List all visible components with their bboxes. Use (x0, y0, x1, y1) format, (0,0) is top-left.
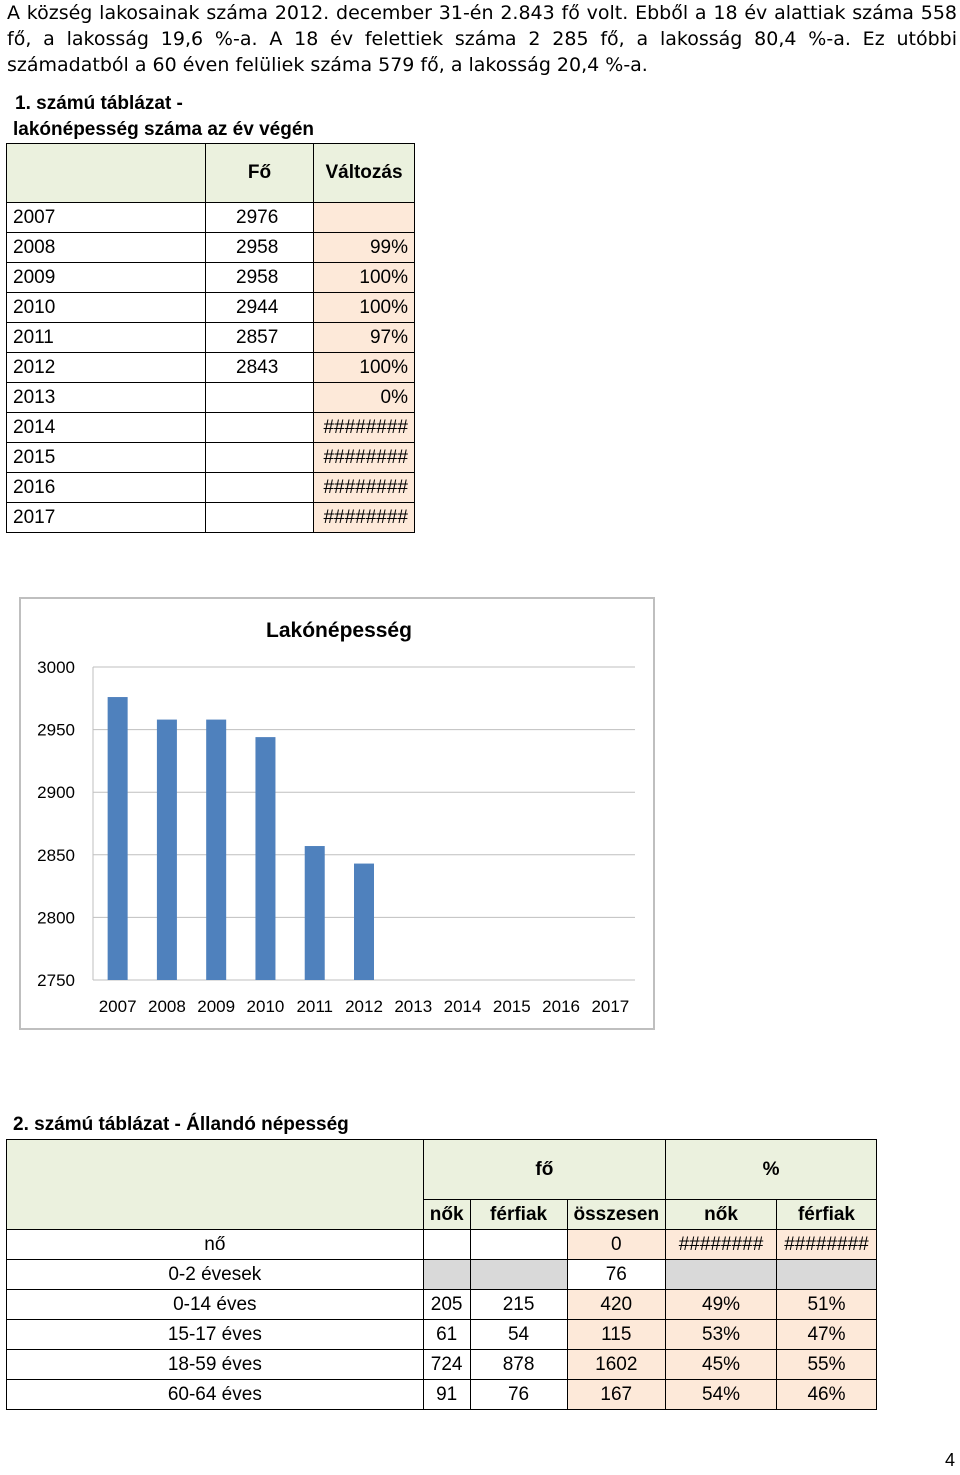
table2-header-fo: fő (423, 1140, 665, 1200)
osszesen-cell: 420 (567, 1290, 666, 1320)
nok-pct-cell: 53% (666, 1320, 777, 1350)
ferfiak-pct-cell: 47% (776, 1320, 876, 1350)
osszesen-cell: 76 (567, 1260, 666, 1290)
year-cell: 2014 (7, 413, 206, 443)
count-cell: 2958 (206, 263, 314, 293)
x-tick-label: 2012 (345, 997, 383, 1016)
osszesen-cell: 167 (567, 1380, 666, 1410)
nok-cell (423, 1260, 470, 1290)
table2-subheader-ferfiak-pct: férfiak (776, 1200, 876, 1230)
table-row (7, 293, 415, 323)
table1-caption (13, 91, 314, 143)
count-cell: 2944 (206, 293, 314, 323)
change-cell: 0% (314, 383, 415, 413)
table2-caption: 2. számú táblázat - Állandó népesség (13, 1114, 349, 1135)
change-cell: 99% (314, 233, 415, 263)
ferfiak-pct-cell: 51% (776, 1290, 876, 1320)
table2-header-percent: % (666, 1140, 877, 1200)
change-cell (314, 203, 415, 233)
table-row (7, 1380, 877, 1410)
nok-cell: 91 (423, 1380, 470, 1410)
count-cell (206, 503, 314, 533)
y-tick-label: 2950 (37, 720, 75, 740)
count-cell (206, 413, 314, 443)
count-cell: 2976 (206, 203, 314, 233)
count-cell (206, 443, 314, 473)
age-group-cell: 0-2 évesek (7, 1260, 424, 1290)
osszesen-cell: 0 (567, 1230, 666, 1260)
nok-cell: 61 (423, 1320, 470, 1350)
chart-y-ticks (37, 658, 75, 990)
age-group-cell: nő (7, 1230, 424, 1260)
table-row (7, 1260, 877, 1290)
count-cell (206, 383, 314, 413)
nok-pct-cell: 45% (666, 1350, 777, 1380)
table1-header-valtozas: Változás (314, 144, 415, 203)
change-cell: ######## (314, 473, 415, 503)
ferfiak-cell: 76 (470, 1380, 567, 1410)
year-cell: 2009 (7, 263, 206, 293)
x-tick-label: 2008 (147, 997, 186, 1016)
table2-subheader-nok-pct: nők (666, 1200, 777, 1230)
x-tick-label: 2015 (492, 997, 531, 1016)
count-cell: 2857 (206, 323, 314, 353)
ferfiak-cell: 54 (470, 1320, 567, 1350)
table-row (7, 443, 415, 473)
y-tick-label: 3000 (37, 658, 75, 677)
table-row (7, 203, 415, 233)
x-tick-label: 2017 (591, 997, 630, 1016)
table2-subheader-ferfiak: férfiak (470, 1200, 567, 1230)
year-cell: 2015 (7, 443, 206, 473)
count-cell: 2958 (206, 233, 314, 263)
age-group-cell: 60-64 éves (7, 1380, 424, 1410)
table2-subheader-nok: nők (423, 1200, 470, 1230)
bar-2009 (206, 720, 226, 980)
table2-header-empty (7, 1140, 424, 1230)
osszesen-cell: 1602 (567, 1350, 666, 1380)
page-number: 4 (944, 1450, 955, 1470)
table1-caption-line2: lakónépesség száma az év végén (13, 119, 314, 140)
table1-caption-line1: 1. számú táblázat - (15, 93, 183, 114)
population-table (6, 143, 415, 533)
x-tick-label: 2010 (246, 997, 285, 1016)
nok-cell: 205 (423, 1290, 470, 1320)
table-row (7, 1230, 877, 1260)
ferfiak-pct-cell: 55% (776, 1350, 876, 1380)
ferfiak-cell (470, 1260, 567, 1290)
x-tick-label: 2007 (98, 997, 137, 1016)
nok-cell (423, 1230, 470, 1260)
change-cell: 100% (314, 293, 415, 323)
table-row (7, 1290, 877, 1320)
table2-subheader-osszesen: összesen (567, 1200, 666, 1230)
chart-title: Lakónépesség (266, 619, 412, 642)
bar-2010 (255, 737, 275, 980)
table-row (7, 413, 415, 443)
year-cell: 2012 (7, 353, 206, 383)
change-cell: ######## (314, 443, 415, 473)
count-cell (206, 473, 314, 503)
table-row (7, 353, 415, 383)
table1-header-empty (7, 144, 206, 203)
x-tick-label: 2016 (542, 997, 581, 1016)
nok-cell: 724 (423, 1350, 470, 1380)
osszesen-cell: 115 (567, 1320, 666, 1350)
bar-2007 (108, 697, 128, 980)
change-cell: ######## (314, 413, 415, 443)
bar-2008 (157, 720, 177, 980)
table-row (7, 263, 415, 293)
ferfiak-pct-cell (776, 1260, 876, 1290)
age-group-cell: 15-17 éves (7, 1320, 424, 1350)
change-cell: 97% (314, 323, 415, 353)
age-group-cell: 18-59 éves (7, 1350, 424, 1380)
population-chart (19, 597, 655, 1030)
x-tick-label: 2011 (296, 997, 334, 1016)
intro-paragraph: A község lakosainak száma 2012. december 31-én 2.843 fő volt. Ebből a 18 év alattiak száma 558 fő, a lakosság 19,6 %-a. A 18 év felettiek száma 2 285 fő, a lakosság 80,4 %-a. Ez utóbbi számadatból a 60 éven felüliek száma 579 fő, a lakosság 20,4 %-a. (7, 2, 957, 76)
table-row (7, 503, 415, 533)
ferfiak-pct-cell: 46% (776, 1380, 876, 1410)
x-tick-label: 2009 (197, 997, 236, 1016)
change-cell: ######## (314, 503, 415, 533)
change-cell: 100% (314, 353, 415, 383)
table-row (7, 383, 415, 413)
ferfiak-cell: 878 (470, 1350, 567, 1380)
nok-pct-cell: 49% (666, 1290, 777, 1320)
chart-x-ticks (99, 997, 630, 1016)
permanent-population-table (6, 1139, 877, 1410)
x-tick-label: 2014 (443, 997, 482, 1016)
population-chart-svg (21, 599, 653, 1028)
age-group-cell: 0-14 éves (7, 1290, 424, 1320)
nok-pct-cell: ######## (666, 1230, 777, 1260)
year-cell: 2013 (7, 383, 206, 413)
x-tick-label: 2013 (394, 997, 433, 1016)
y-tick-label: 2800 (37, 908, 75, 928)
table-row (7, 1350, 877, 1380)
table-row (7, 1320, 877, 1350)
y-tick-label: 2750 (37, 971, 75, 990)
count-cell: 2843 (206, 353, 314, 383)
year-cell: 2016 (7, 473, 206, 503)
year-cell: 2017 (7, 503, 206, 533)
year-cell: 2010 (7, 293, 206, 323)
year-cell: 2008 (7, 233, 206, 263)
y-tick-label: 2850 (37, 845, 75, 865)
table1-header-fo: Fő (206, 144, 314, 203)
year-cell: 2011 (7, 323, 206, 353)
ferfiak-cell: 215 (470, 1290, 567, 1320)
table-row (7, 323, 415, 353)
y-tick-label: 2900 (37, 783, 75, 803)
table-row (7, 473, 415, 503)
chart-bars (108, 697, 374, 980)
nok-pct-cell (666, 1260, 777, 1290)
ferfiak-pct-cell: ######## (776, 1230, 876, 1260)
year-cell: 2007 (7, 203, 206, 233)
nok-pct-cell: 54% (666, 1380, 777, 1410)
ferfiak-cell (470, 1230, 567, 1260)
bar-2012 (354, 864, 374, 980)
bar-2011 (305, 846, 325, 980)
table-row (7, 233, 415, 263)
change-cell: 100% (314, 263, 415, 293)
